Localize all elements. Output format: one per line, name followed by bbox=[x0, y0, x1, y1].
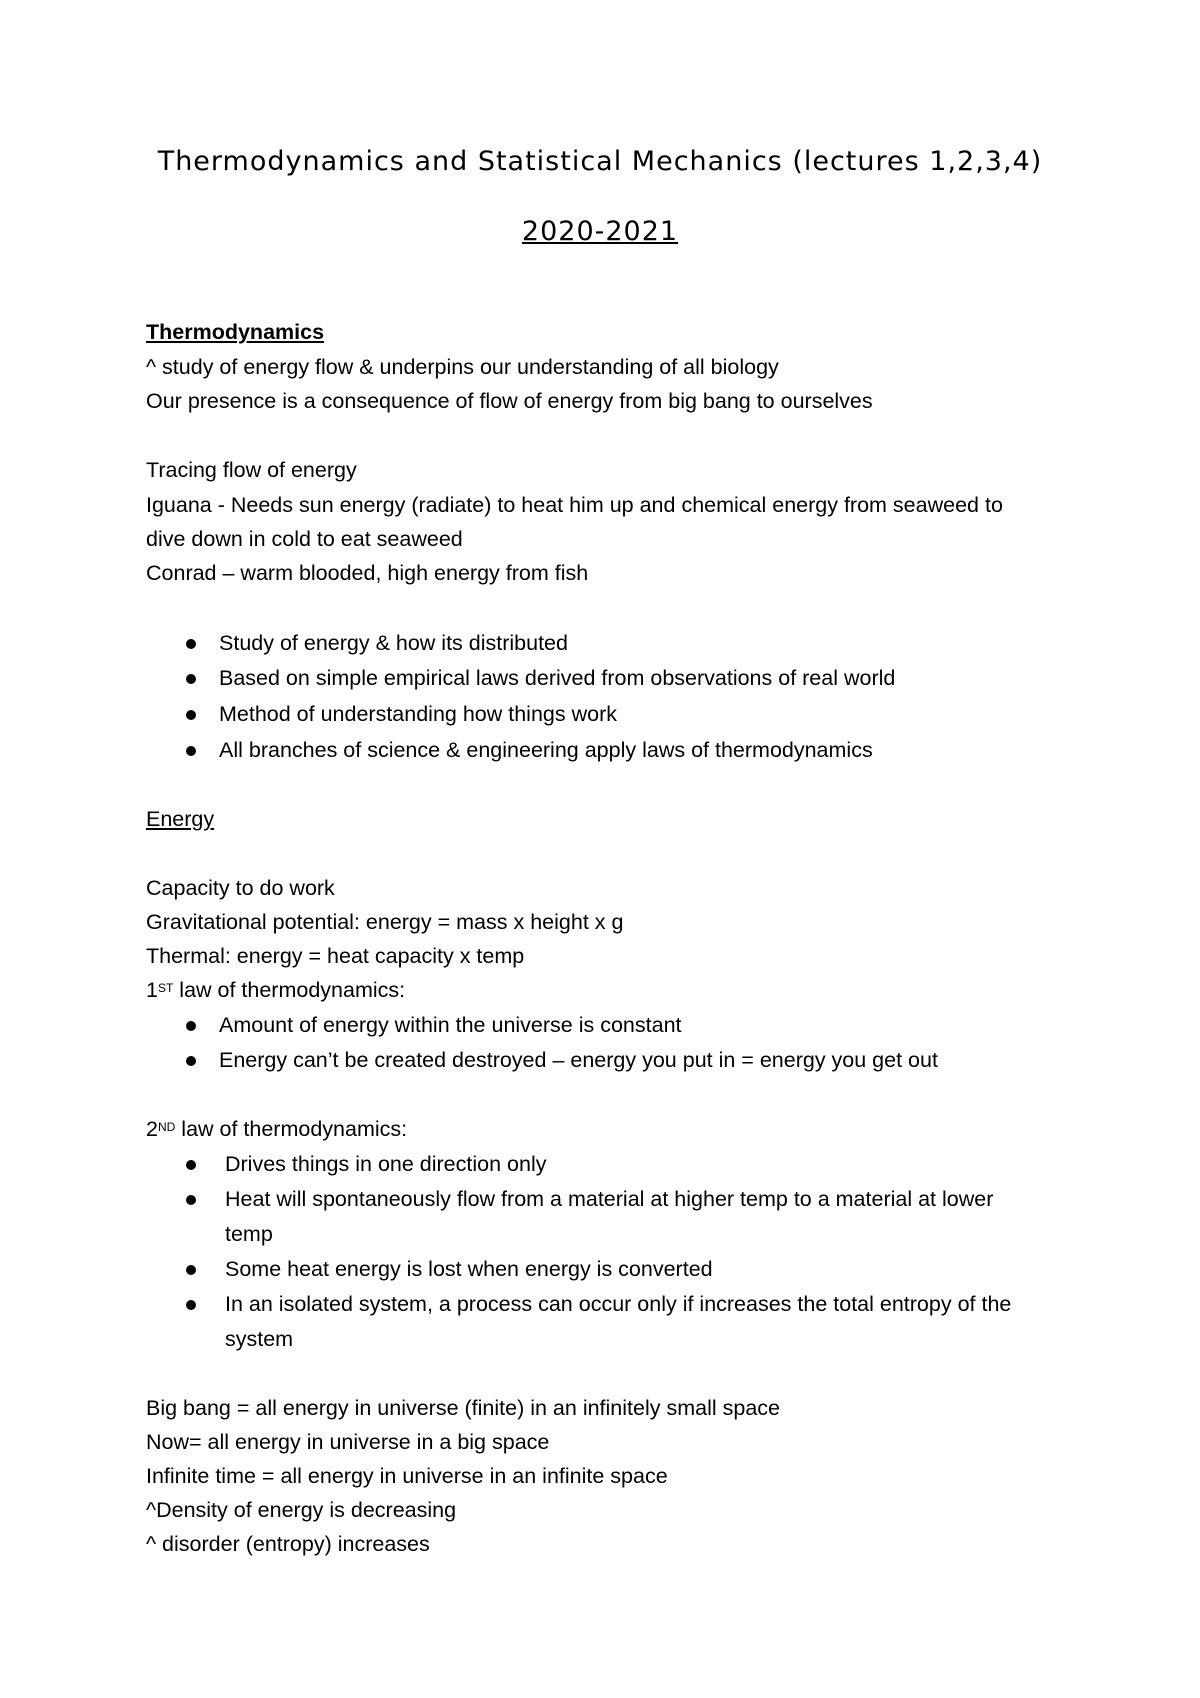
text-line: ^ study of energy flow & underpins our understanding of all biology bbox=[146, 355, 779, 379]
document-year: 2020-2021 bbox=[521, 216, 679, 247]
first-law-heading bbox=[146, 977, 405, 1003]
text-line: Conrad – warm blooded, high energy from fish bbox=[146, 561, 589, 585]
document-title: Thermodynamics and Statistical Mechanics (lectures 1,2,3,4) bbox=[157, 146, 1043, 177]
text-line: Capacity to do work bbox=[146, 876, 335, 900]
first-law-number: 1 bbox=[146, 978, 158, 1002]
text-line: Thermal: energy = heat capacity x temp bbox=[146, 944, 525, 968]
text-line: Gravitational potential: energy = mass x height x g bbox=[146, 910, 624, 934]
bullet-dot bbox=[186, 1021, 196, 1031]
bullet-item: Drives things in one direction only bbox=[225, 1152, 547, 1176]
bullet-item: Based on simple empirical laws derived from observations of real world bbox=[219, 666, 896, 690]
bullet-dot bbox=[186, 710, 196, 720]
bullet-dot bbox=[186, 1056, 196, 1066]
bullet-dot bbox=[186, 639, 196, 649]
section-heading-energy: Energy bbox=[146, 807, 215, 831]
bullet-item: Method of understanding how things work bbox=[219, 702, 617, 726]
text-line: Now= all energy in universe in a big space bbox=[146, 1430, 550, 1454]
text-line: Big bang = all energy in universe (finite) in an infinitely small space bbox=[146, 1396, 780, 1420]
second-law-suffix: ND bbox=[157, 1120, 176, 1134]
bullet-item: In an isolated system, a process can occur only if increases the total entropy of the bbox=[225, 1292, 1012, 1316]
bullet-item: Heat will spontaneously flow from a material at higher temp to a material at lower bbox=[225, 1187, 994, 1211]
second-law-heading bbox=[146, 1116, 407, 1142]
text-line: Infinite time = all energy in universe in an infinite space bbox=[146, 1464, 668, 1488]
first-law-suffix: ST bbox=[157, 981, 174, 995]
bullet-dot bbox=[186, 1195, 196, 1205]
text-line: dive down in cold to eat seaweed bbox=[146, 527, 463, 551]
bullet-item: Study of energy & how its distributed bbox=[219, 631, 568, 655]
bullet-item: Amount of energy within the universe is constant bbox=[219, 1013, 682, 1037]
bullet-dot bbox=[186, 1265, 196, 1275]
text-line: Iguana - Needs sun energy (radiate) to heat him up and chemical energy from seaweed to bbox=[146, 493, 1003, 517]
text-line: Our presence is a consequence of flow of energy from big bang to ourselves bbox=[146, 389, 873, 413]
text-line: ^Density of energy is decreasing bbox=[146, 1498, 457, 1522]
second-law-text: law of thermodynamics: bbox=[175, 1117, 408, 1141]
first-law-text: law of thermodynamics: bbox=[173, 978, 406, 1002]
section-heading-thermodynamics: Thermodynamics bbox=[146, 320, 325, 344]
text-line: ^ disorder (entropy) increases bbox=[146, 1532, 430, 1556]
bullet-item-continuation: system bbox=[225, 1327, 294, 1351]
subheading-tracing: Tracing flow of energy bbox=[146, 458, 357, 482]
bullet-item: Some heat energy is lost when energy is converted bbox=[225, 1257, 713, 1281]
second-law-number: 2 bbox=[146, 1117, 158, 1141]
bullet-dot bbox=[186, 674, 196, 684]
bullet-dot bbox=[186, 1160, 196, 1170]
bullet-dot bbox=[186, 1300, 196, 1310]
bullet-item-continuation: temp bbox=[225, 1222, 273, 1246]
bullet-item: All branches of science & engineering apply laws of thermodynamics bbox=[219, 738, 873, 762]
bullet-item: Energy can’t be created destroyed – energy you put in = energy you get out bbox=[219, 1048, 938, 1072]
bullet-dot bbox=[186, 746, 196, 756]
